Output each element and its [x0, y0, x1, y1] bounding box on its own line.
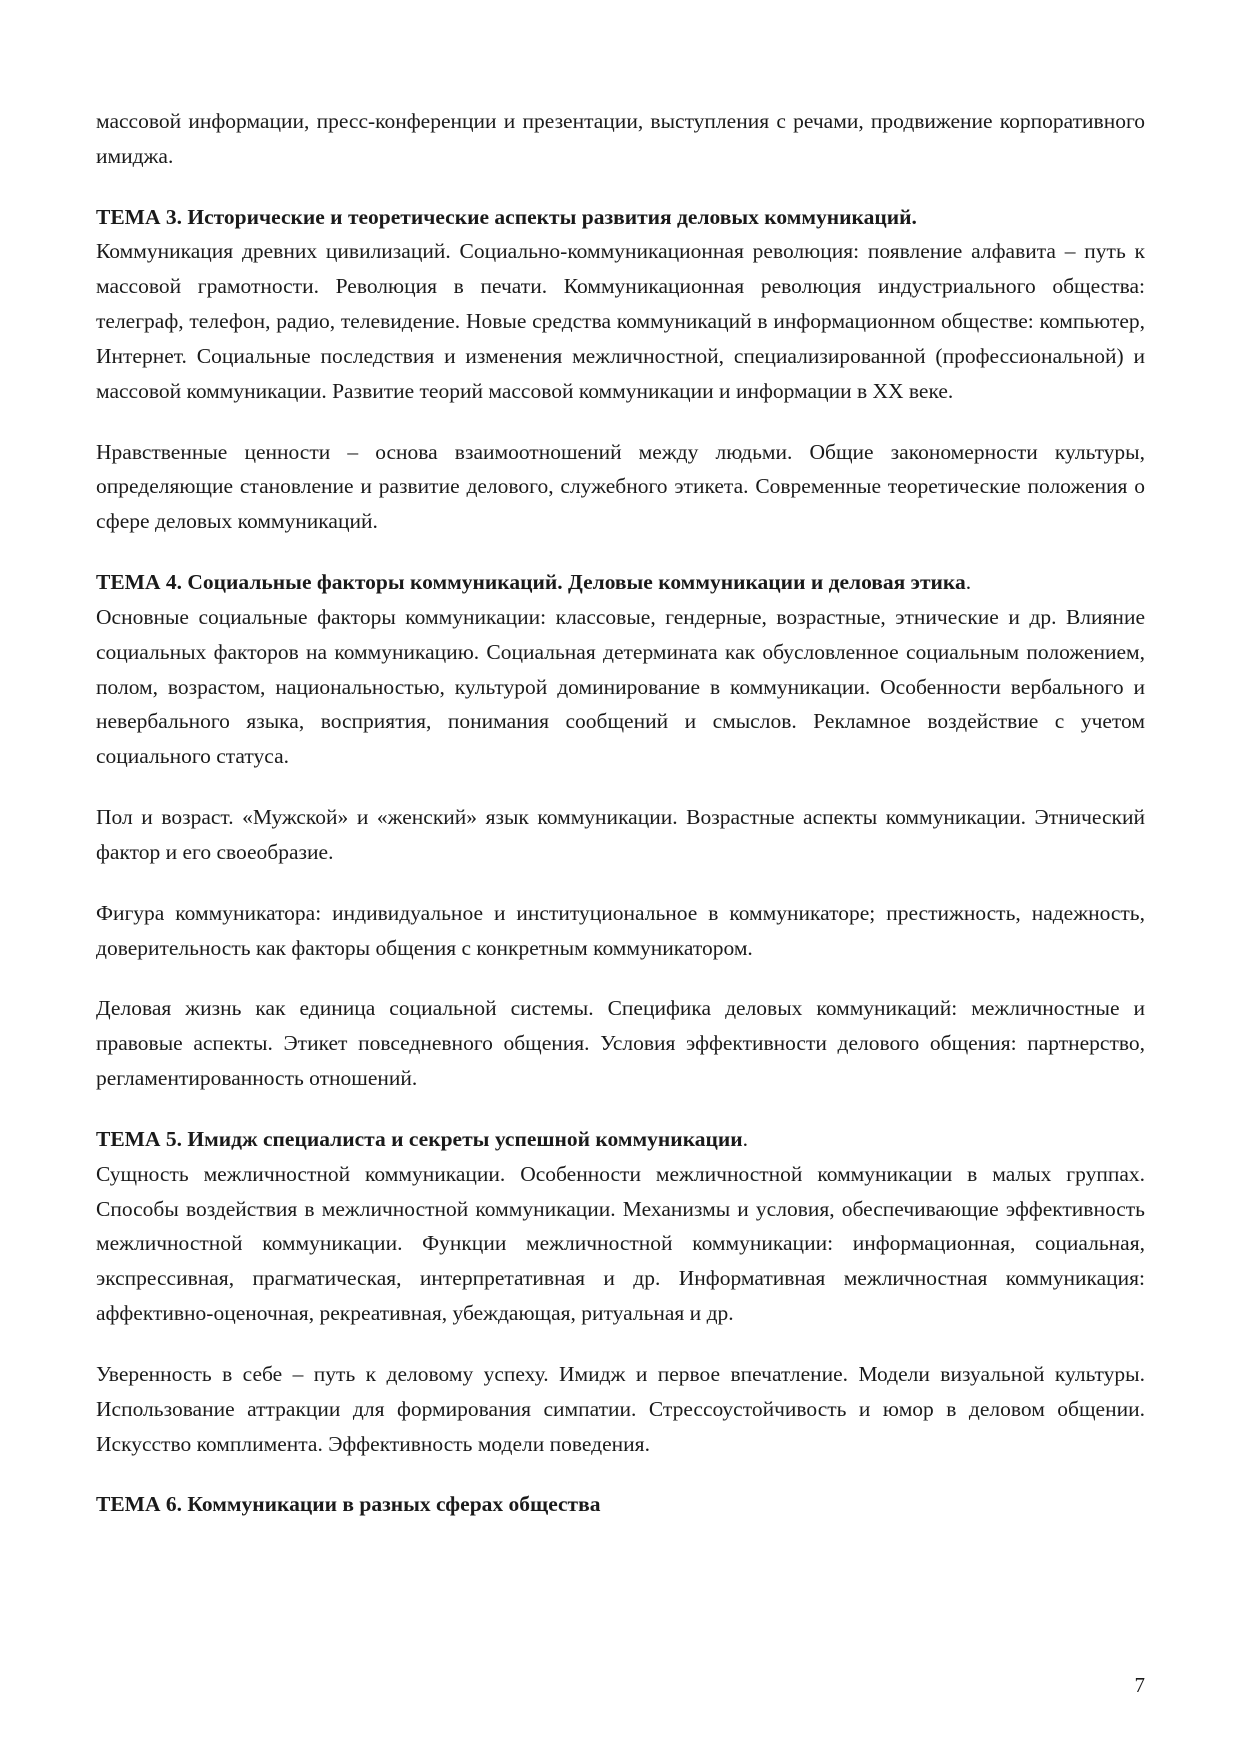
paragraph-spacer [96, 965, 1145, 991]
paragraph-topic-4-body-1: Основные социальные факторы коммуникации: классовые, гендерные, возрастные, этнические и др. Влияние социальных факторов на коммуникацию. Социальная детермината как обусловленное социальным положением, полом, возрастом, национальностью, культурой доминирование в коммуникации. Особенности вербального и невербального языка, восприятия, понимания сообщений и смыслов. Рекламное воздействие с учетом социального статуса. [96, 604, 1145, 769]
paragraph-spacer [96, 1461, 1145, 1487]
paragraph-topic-3-body-2: Нравственные ценности – основа взаимоотношений между людьми. Общие закономерности культуры, определяющие становление и развитие делового, служебного этикета. Современные теоретические положения о сфере деловых коммуникаций. [96, 439, 1145, 534]
heading-topic-5 [96, 1122, 1145, 1157]
paragraph-topic-3-body-1: Коммуникация древних цивилизаций. Социально-коммуникационная революция: появление алфавита – путь к массовой грамотности. Революция в печати. Коммуникационная революция индустриального общества: телеграф, телефон, радио, телевидение. Новые средства коммуникаций в информационном обществе: компьютер, Интернет. Социальные последствия и изменения межличностной, специализированной (профессиональной) и массовой коммуникации. Развитие теорий массовой коммуникации и информации в XX веке. [96, 239, 1145, 403]
paragraph-topic-4-body-2: Пол и возраст. «Мужской» и «женский» язык коммуникации. Возрастные аспекты коммуникации. Этнический фактор и его своеобразие. [96, 805, 1145, 864]
heading-topic-4-tail: . [965, 570, 972, 595]
paragraph-spacer [96, 1096, 1145, 1122]
paragraph-spacer [96, 539, 1145, 565]
paragraph-topic-5-body-2: Уверенность в себе – путь к деловому успеху. Имидж и первое впечатление. Модели визуальной культуры. Использование аттракции для формирования симпатии. Стрессоустойчивость и юмор в деловом общении. Искусство комплимента. Эффективность модели поведения. [96, 1361, 1145, 1456]
heading-topic-5-tail: . [742, 1126, 749, 1151]
paragraph-topic-5-body-1: Сущность межличностной коммуникации. Особенности межличностной коммуникации в малых группах. Способы воздействия в межличностной коммуникации. Механизмы и условия, обеспечивающие эффективность межличностной коммуникации. Функции межличностной коммуникации: информационная, социальная, экспрессивная, прагматическая, интерпретативная и др. Информативная межличностная коммуникация: аффективно-оценочная, рекреативная, убеждающая, ритуальная и др. [96, 1161, 1145, 1326]
heading-topic-4 [96, 565, 1145, 600]
page-number: 7 [1134, 1673, 1145, 1697]
paragraph-spacer [96, 774, 1145, 800]
paragraph-spacer [96, 1331, 1145, 1357]
heading-topic-5-text: ТЕМА 5. Имидж специалиста и секреты успешной коммуникации [96, 1126, 743, 1151]
paragraph-topic-4-body-3: Фигура коммуникатора: индивидуальное и институциональное в коммуникаторе; престижность, надежность, доверительность как факторы общения с конкретным коммуникатором. [96, 900, 1145, 960]
heading-topic-6-text: ТЕМА 6. Коммуникации в разных сферах общества [96, 1492, 601, 1517]
heading-topic-3 [96, 200, 1145, 235]
heading-topic-4-text: ТЕМА 4. Социальные факторы коммуникаций. Деловые коммуникации и деловая этика [96, 570, 966, 595]
paragraph-topic-4-body-4: Деловая жизнь как единица социальной системы. Специфика деловых коммуникаций: межличностные и правовые аспекты. Этикет повседневного общения. Условия эффективности делового общения: партнерство, регламентированность отношений. [96, 996, 1145, 1091]
heading-topic-3-text: ТЕМА 3. Исторические и теоретические аспекты развития деловых коммуникаций. [96, 204, 917, 229]
paragraph-spacer [96, 174, 1145, 200]
paragraph-spacer [96, 409, 1145, 435]
paragraph-intro-continuation: массовой информации, пресс-конференции и презентации, выступления с речами, продвижение корпоративного имиджа. [96, 109, 1145, 168]
paragraph-spacer [96, 870, 1145, 896]
document-body [96, 104, 1145, 1522]
heading-topic-6 [96, 1487, 1145, 1522]
